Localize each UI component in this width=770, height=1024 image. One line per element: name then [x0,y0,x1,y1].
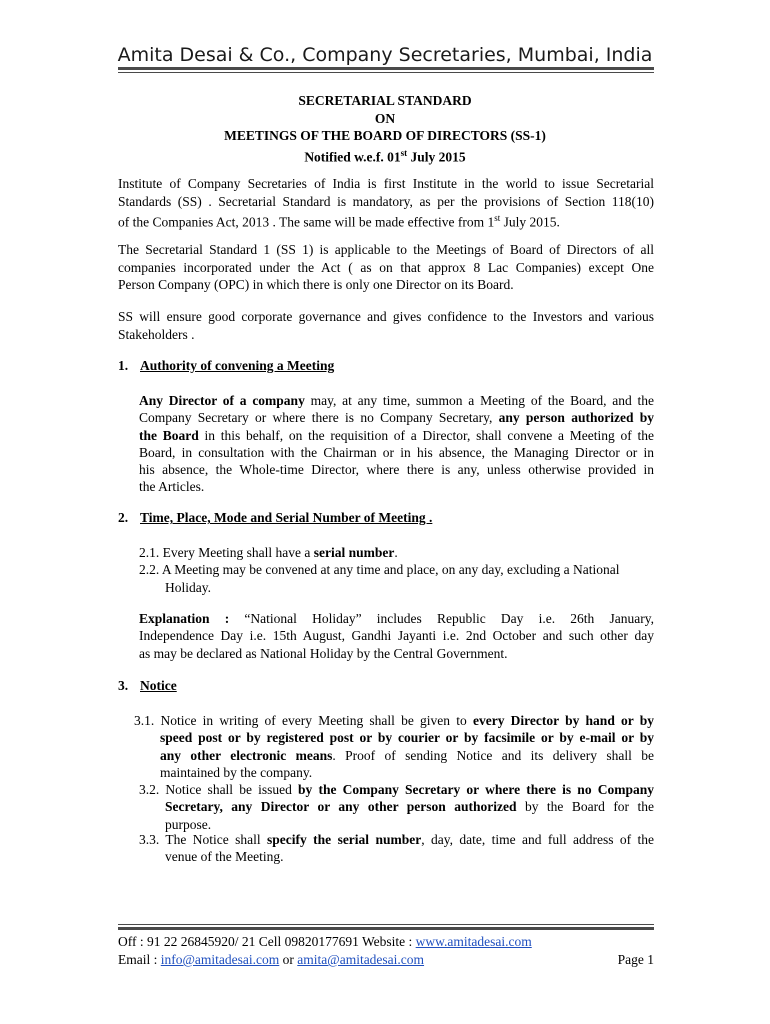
doc-title-line2: ON [374,111,396,126]
section-3-items: 3.1. Notice in writing of every Meeting shall be given to every Director by hand or by speed post or by registered post or by courier or by facsimile or by e-mail or by any other electronic means. Proof of sending Notice and its delivery shall be maintained by the company. [134,713,654,780]
section-2-heading: 2. Time, Place, Mode and Serial Number of Meeting . [118,510,433,525]
footer-contact-line: Off : 91 22 26845920/ 21 Cell 09820177691 Website : www.amitadesai.com [118,934,532,949]
website-link[interactable]: www.amitadesai.com [415,934,532,949]
section-1-heading: 1. Authority of convening a Meeting [118,358,335,373]
intro-paragraph-3: SS will ensure good corporate governance and gives confidence to the Investors and various Stakeholders . [118,309,654,342]
footer-rule-thick [118,927,654,930]
email-link-amita[interactable]: amita@amitadesai.com [297,952,425,967]
intro-paragraph-1: Institute of Company Secretaries of India is first Institute in the world to issue Secretarial Standards (SS) . Secretarial Standard is mandatory, as per the provisions of Section 118(10) of the Companies Act, 2013 . The same will be made effective from 1st July 2015. [118,176,654,230]
email-link-info[interactable]: info@amitadesai.com [160,952,280,967]
doc-title-line1: SECRETARIAL STANDARD [298,93,472,108]
section-2-items [139,544,654,596]
footer [118,933,654,969]
section-2-explanation: Explanation : “National Holiday” includes Republic Day i.e. 26th January, Independence Day i.e. 15th August, Gandhi Jayanti i.e. 2nd October and such other day as may be declared as National Holiday by the Central Government. [139,611,654,661]
page-number: Page 1 [617,952,654,967]
item-2-2: 2.2. A Meeting may be convened at any time and place, on any day, excluding a National Holiday. [139,562,620,595]
footer-email-line: Email : info@amitadesai.com or amita@amitadesai.com Page 1 [118,952,654,967]
item-3-3: 3.3. The Notice shall specify the serial number, day, date, time and full address of the venue of the Meeting. [139,832,655,865]
item-3-1: 3.1. Notice in writing of every Meeting shall be given to every Director by hand or by [134,713,654,728]
section-1-body: Any Director of a company may, at any time, summon a Meeting of the Board, and the Company Secretary or where there is no Company Secretary, any person authorized by the Board in this behalf, on the requisition of a Director, shall convene a Meeting of the Board, in consultation with the Chairman or in his absence, the Managing Director or in his absence, the Whole-time Director, where there is any, unless otherwise provided in the Articles. [139,393,655,495]
letterhead-title: Amita Desai & Co., Company Secretaries, Mumbai, India [117,44,653,66]
item-3-2: 3.2. Notice shall be issued by the Company Secretary or where there is no Company Secretary, any Director or any other person authorized by the Board for the purpose. [139,782,654,832]
doc-title-line4: Notified w.e.f. 01st July 2015 [304,148,466,165]
item-2-1: 2.1. Every Meeting shall have a serial number. [139,545,398,560]
header-rule-thick [118,67,654,70]
header-rule-thin [118,72,654,73]
doc-title-line3: MEETINGS OF THE BOARD OF DIRECTORS (SS-1) [224,128,546,143]
section-3-heading: 3. Notice [118,678,177,693]
footer-rule-thin [118,924,654,925]
intro-paragraph-2: The Secretarial Standard 1 (SS 1) is applicable to the Meetings of Board of Directors of all companies incorporated under the Act ( as on that approx 8 Lac Companies) except One Person Company (OPC) in which there is only one Director on its Board. [118,242,654,292]
